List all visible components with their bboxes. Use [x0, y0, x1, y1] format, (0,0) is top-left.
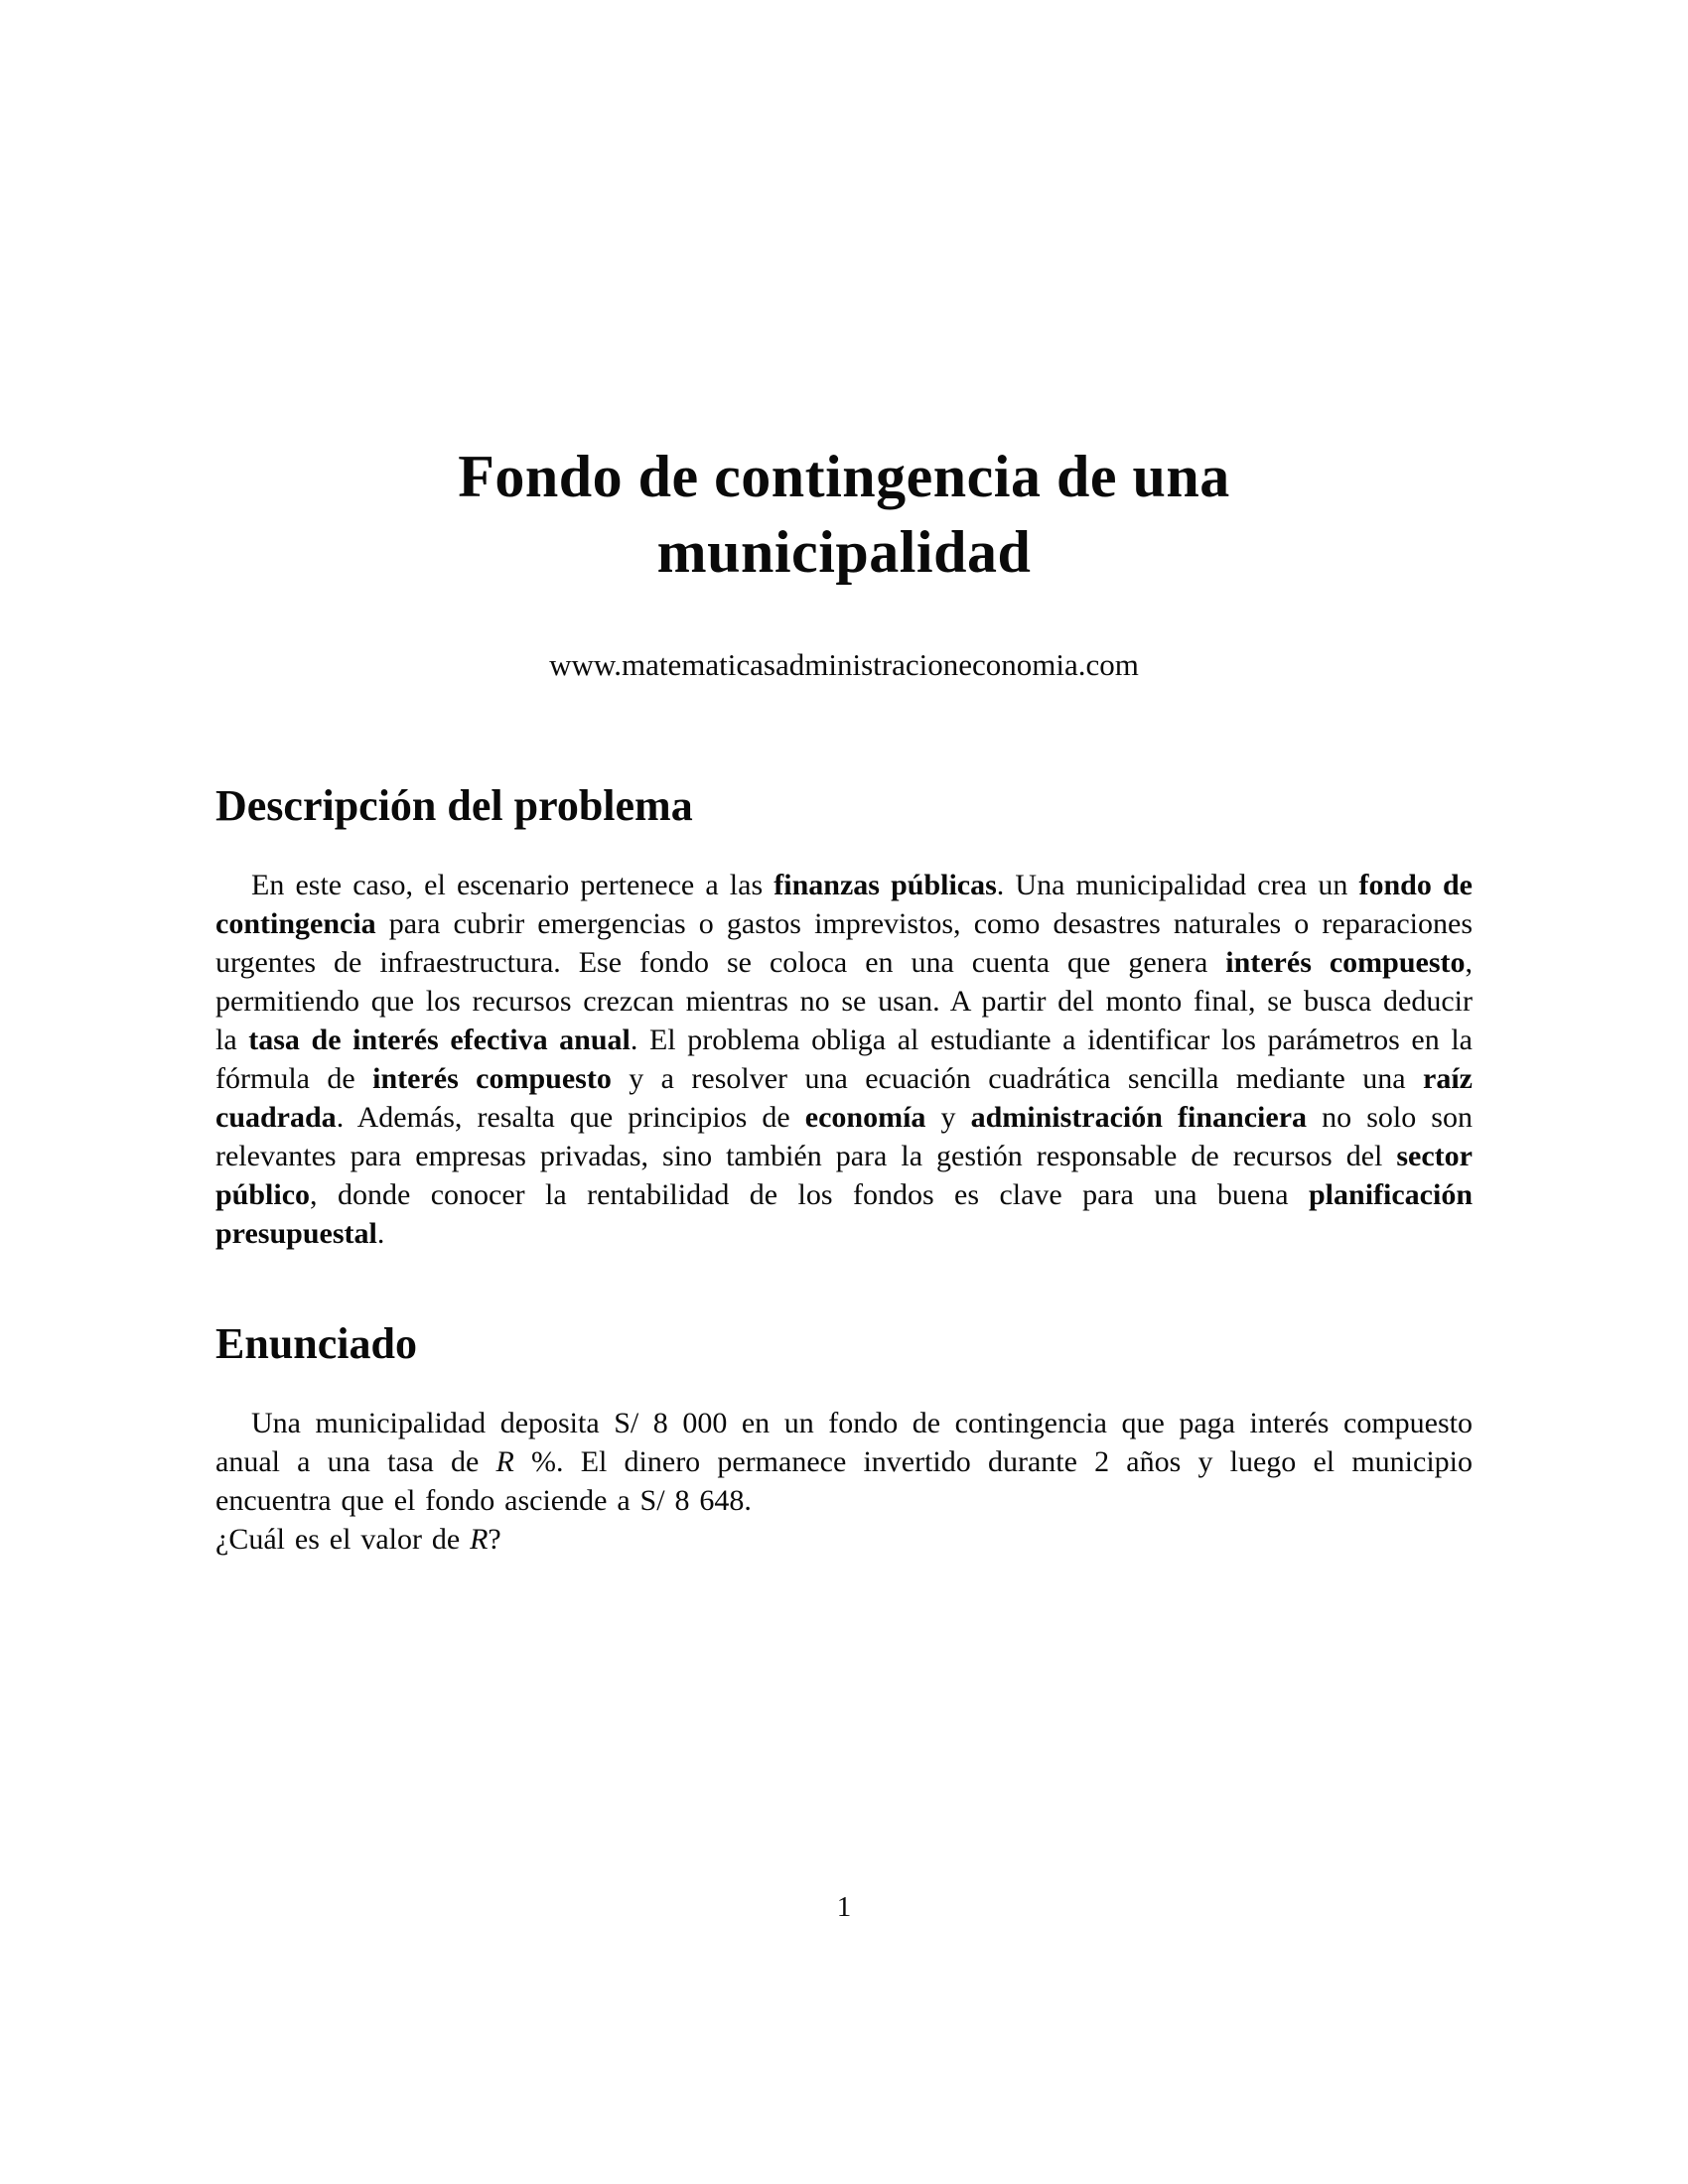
title-line-2: municipalidad — [656, 519, 1032, 585]
section-heading-enunciado: Enunciado — [215, 1319, 417, 1368]
text-run: , donde conocer la rentabilidad de los fondos es clave para una buena — [310, 1178, 1309, 1211]
bold-term: fondo de contingencia — [215, 869, 1473, 940]
text-run: ? — [488, 1523, 501, 1556]
page-number: 1 — [836, 1891, 852, 1923]
text-run: y — [925, 1101, 971, 1134]
text-run: no solo son relevantes para empresas privadas, sino también para la gestión responsable de recursos del — [215, 1101, 1473, 1172]
math-variable: R — [495, 1445, 514, 1478]
title-line-1: Fondo de contingencia de una — [458, 444, 1230, 509]
section-heading-descripcion: Descripción del problema — [215, 781, 693, 830]
bold-term: economía — [804, 1101, 926, 1134]
text-run: . — [376, 1217, 385, 1250]
text-run: . El problema obliga al estudiante a identificar los parámetros en la fórmula de — [215, 1024, 1473, 1095]
enunciado-paragraph — [215, 1404, 1473, 1520]
description-paragraph — [215, 866, 1473, 1253]
text-run: . Una municipalidad crea un — [996, 869, 1359, 901]
text-run: En este caso, el escenario pertenece a las — [251, 869, 774, 901]
text-run: %. El dinero permanece invertido durante 2 años y luego el municipio encuentra que el fondo asciende a S/ 8 648. — [215, 1445, 1473, 1517]
text-run: ¿Cuál es el valor de — [215, 1523, 471, 1556]
bold-term: interés compuesto — [1225, 946, 1466, 979]
enunciado-question — [215, 1520, 1473, 1559]
bold-term: sector público — [215, 1140, 1473, 1211]
text-run: Una municipalidad deposita S/ 8 000 en un fondo de contingencia que paga interés compuesto anual a una tasa de — [215, 1407, 1473, 1478]
bold-term: tasa de interés efectiva anual — [248, 1024, 631, 1056]
website-url: www.matematicasadministracioneconomia.com — [549, 647, 1139, 682]
bold-term: planificación presupuestal — [215, 1178, 1473, 1250]
math-variable: R — [470, 1523, 489, 1556]
bold-term: interés compuesto — [372, 1062, 612, 1095]
text-run: y a resolver una ecuación cuadrática sencilla mediante una — [611, 1062, 1424, 1095]
text-run: . Además, resalta que principios de — [336, 1101, 805, 1134]
bold-term: raíz cuadrada — [215, 1062, 1473, 1134]
document-title — [215, 439, 1473, 590]
text-run: para cubrir emergencias o gastos imprevistos, como desastres naturales o reparaciones urgentes de infraestructura. Ese fondo se coloca en una cuenta que genera — [215, 907, 1473, 979]
bold-term: administración financiera — [970, 1101, 1308, 1134]
text-run: , permitiendo que los recursos crezcan mientras no se usan. A partir del monto final, se busca deducir la — [215, 946, 1473, 1056]
bold-term: finanzas públicas — [774, 869, 997, 901]
document-content — [215, 0, 1473, 1559]
